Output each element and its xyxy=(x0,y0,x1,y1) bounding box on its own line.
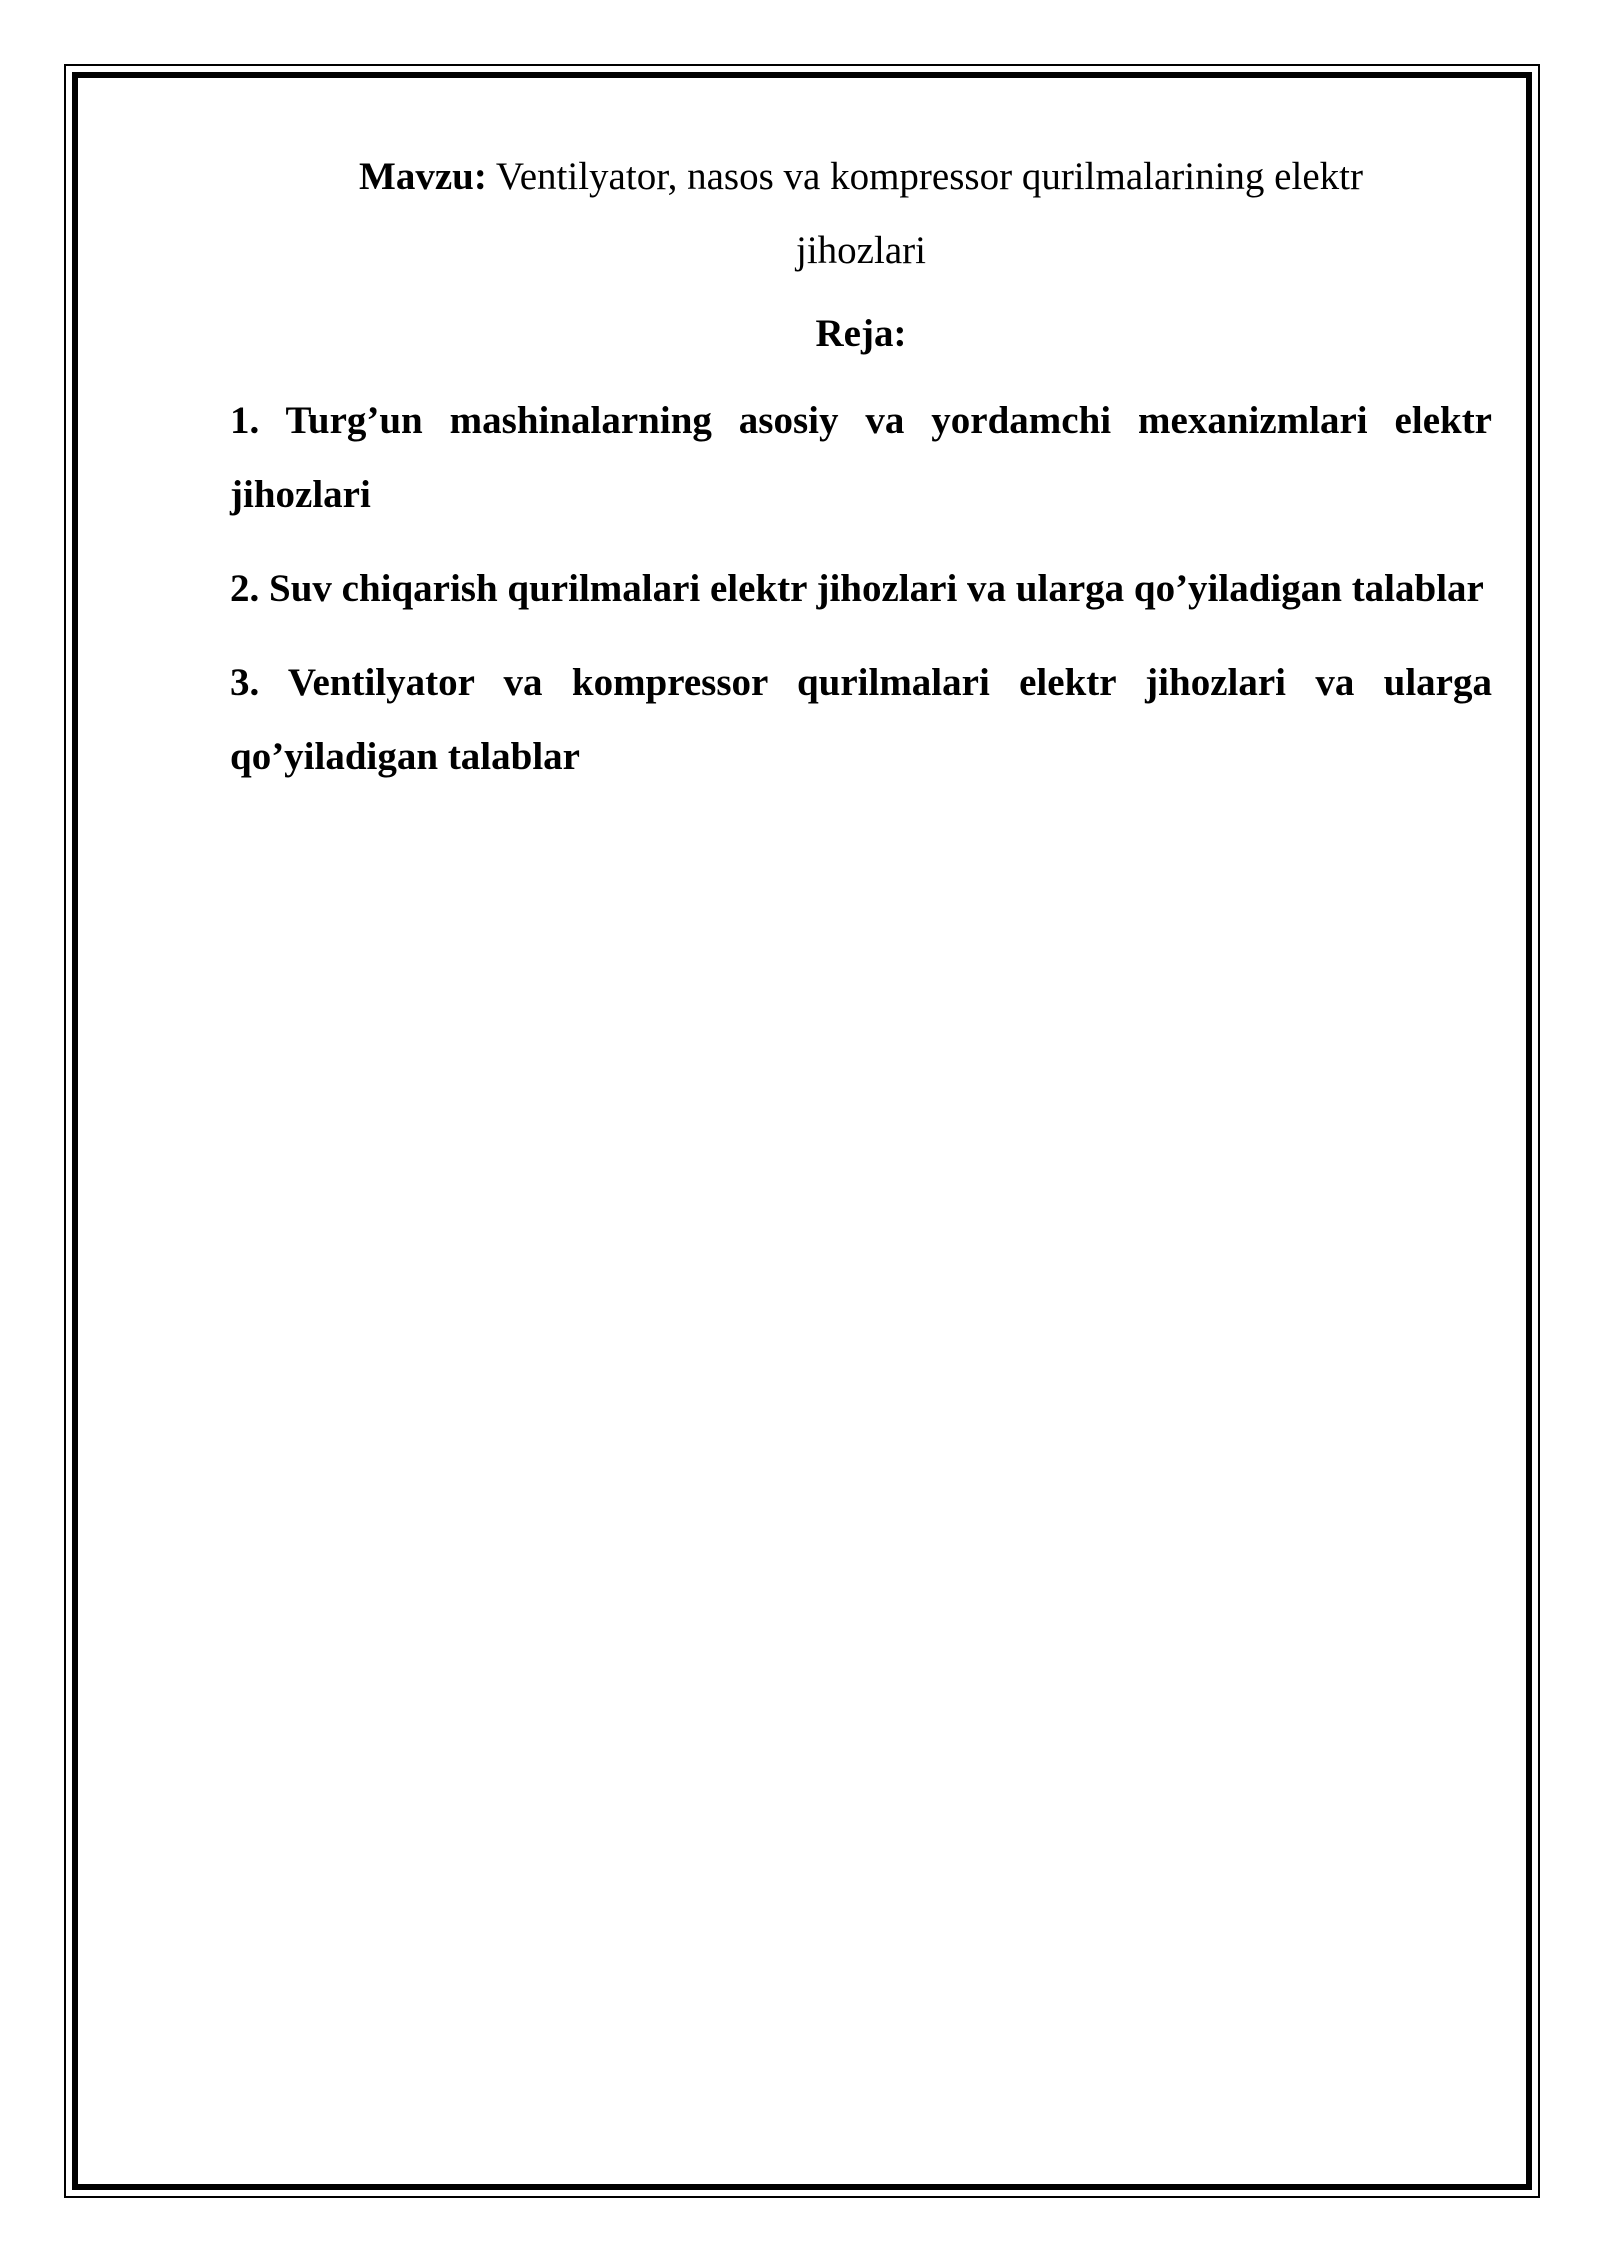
plan-item: 1. Turg’un mashinalarning asosiy va yordamchi mexanizmlari elektr jihozlari xyxy=(230,399,1492,516)
plan-item: 3. Ventilyator va kompressor qurilmalari elektr jihozlari va ularga qo’yiladigan talablar xyxy=(230,661,1492,778)
topic-label: Mavzu: xyxy=(359,155,487,198)
plan-heading: Reja: xyxy=(815,312,907,355)
topic-line xyxy=(230,140,1492,288)
plan-item: 2. Suv chiqarish qurilmalari elektr jihozlari va ularga qo’yiladigan talablar xyxy=(230,567,1484,610)
document-body xyxy=(230,140,1492,814)
topic-text: Ventilyator, nasos va kompressor qurilmalarining elektr jihozlari xyxy=(495,155,1363,272)
plan-list xyxy=(230,384,1492,794)
